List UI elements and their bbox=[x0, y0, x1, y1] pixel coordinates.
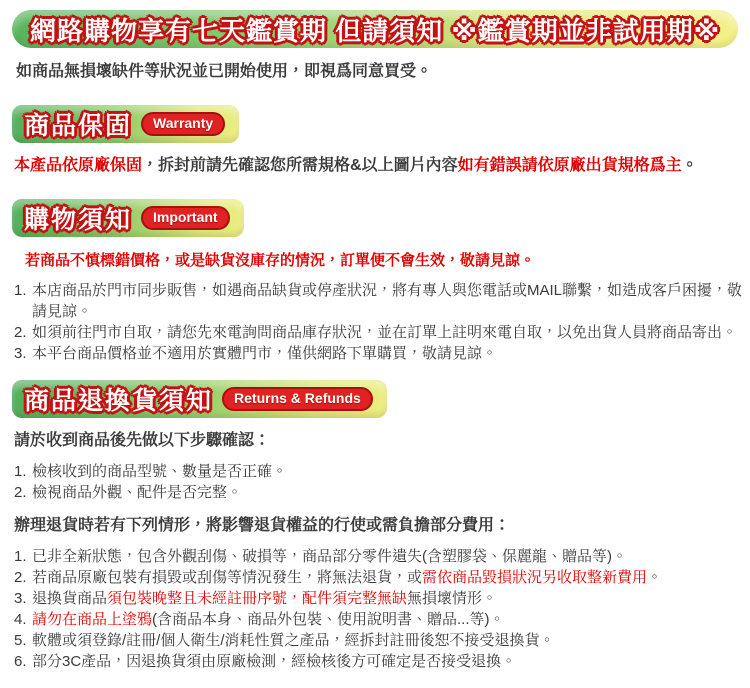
returns-warning-intro: 辦理退貨時若有下列情形，將影響退貨權益的行使或需負擔部分費用： bbox=[14, 517, 511, 534]
top-banner bbox=[12, 10, 738, 48]
list-item: 退換貨商品須包裝晚整且未經註冊序號，配件須完整無缺無損壞情形。 bbox=[32, 590, 498, 607]
appreciation-period-note: 如商品無損壞缺件等狀況並已開始使用，即視爲同意買受。 bbox=[16, 63, 433, 80]
returns-title: 商品退換貨須知 bbox=[24, 387, 214, 415]
list-item: 檢核收到的商品型號、數量是否正確。 bbox=[32, 463, 288, 480]
purchase-title: 購物須知 bbox=[24, 206, 133, 234]
purchase-heading bbox=[12, 199, 244, 237]
pricing-stock-note: 若商品不慎標錯價格，或是缺貨沒庫存的情況，訂單便不會生效，敬請見諒。 bbox=[25, 252, 536, 269]
returns-check-intro: 請於收到商品後先做以下步驟確認： bbox=[14, 432, 271, 449]
list-item: 請勿在商品上塗鴉(含商品本身、商品外包裝、使用說明書、贈品...等)。 bbox=[32, 611, 505, 628]
list-item: 若商品原廠包裝有損毀或刮傷等情況發生，將無法退貨，或需依商品毀損狀況另收取整新費用。 bbox=[32, 569, 663, 586]
section-returns bbox=[12, 380, 746, 672]
warranty-title: 商品保固 bbox=[24, 112, 133, 140]
warranty-note: 本產品依原廠保固，拆封前請先確認您所需規格&以上圖片內容如有錯誤請依原廠出貨規格爲主。 bbox=[14, 157, 698, 174]
list-item: 部分3C產品，因退換貨須由原廠檢測，經檢核後方可確定是否接受退換。 bbox=[32, 653, 517, 670]
list-item: 檢視商品外觀、配件是否完整。 bbox=[32, 484, 243, 501]
banner-text: 網路購物享有七天鑑賞期 但請須知 ※鑑賞期並非試用期※ bbox=[30, 15, 721, 46]
returns-check-list bbox=[14, 461, 746, 503]
list-item: 已非全新狀態，包含外觀刮傷、破損等，商品部分零件遺失(含塑膠袋、保麗龍、贈品等)。 bbox=[32, 548, 627, 565]
purchase-notes-list bbox=[14, 280, 746, 364]
list-item: 如須前往門市自取，請您先來電詢問商品庫存狀況，並在訂單上註明來電自取，以免出貨人員將商品寄出。 bbox=[32, 324, 738, 341]
list-item: 軟體或須登錄/註冊/個人衛生/消耗性質之產品，經拆封註冊後恕不接受退換貨。 bbox=[32, 632, 555, 649]
list-item: 本店商品於門市同步販售，如遇商品缺貨或停產狀況，將有專人與您電話或MAIL聯繫，如造成客戶困擾，敬請見諒。 bbox=[32, 282, 743, 320]
list-item: 本平台商品價格並不適用於實體門市，僅供網路下單購買，敬請見諒。 bbox=[32, 345, 498, 362]
section-warranty bbox=[12, 105, 746, 177]
warranty-heading bbox=[12, 105, 239, 143]
section-purchase-notes bbox=[12, 199, 746, 364]
purchase-badge: Important bbox=[141, 206, 230, 230]
returns-badge: Returns & Refunds bbox=[222, 387, 373, 411]
warranty-badge: Warranty bbox=[141, 112, 225, 136]
returns-warning-list bbox=[14, 546, 746, 672]
returns-heading bbox=[12, 380, 387, 418]
